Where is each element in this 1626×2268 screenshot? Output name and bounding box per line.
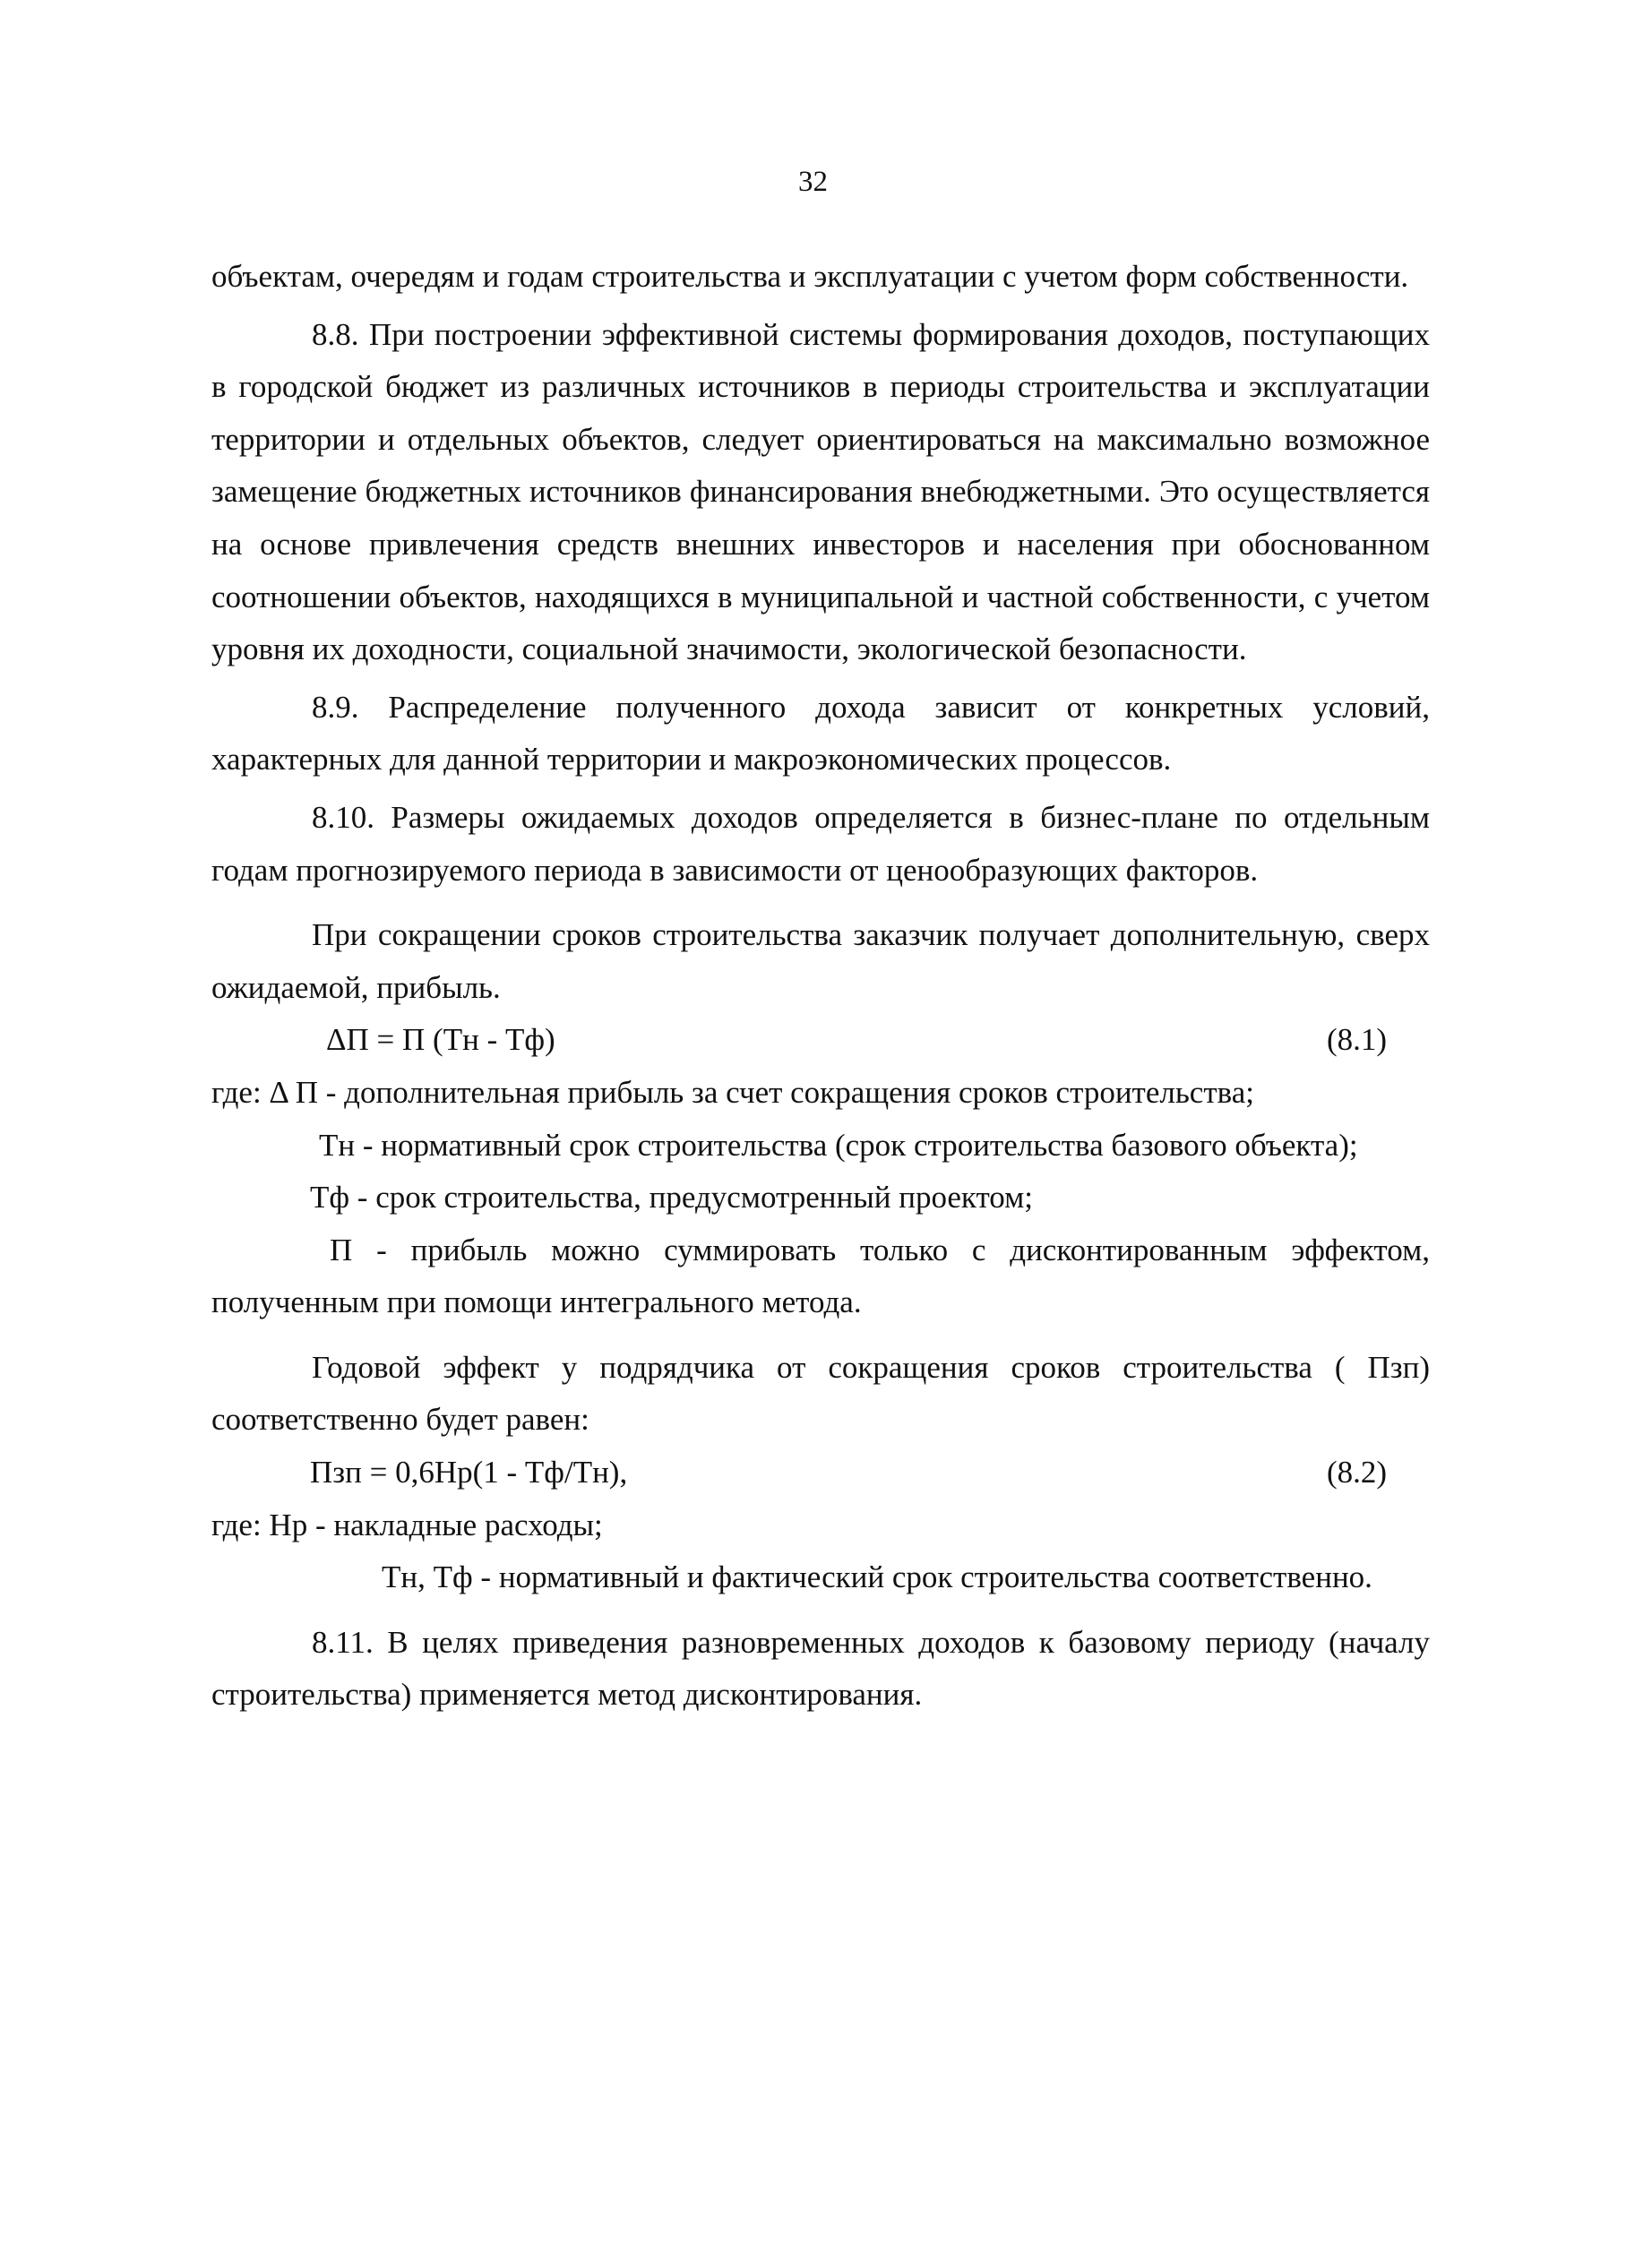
- formula-8-1-expression: ΔП = П (Тн - Тф): [326, 1022, 555, 1058]
- body-text: [211, 251, 1430, 1722]
- formula-8-2: [211, 1447, 1430, 1499]
- paragraph-annual-effect: Годовой эффект у подрядчика от сокращения сроков строительства ( Пзп) соответственно будет равен:: [211, 1349, 1430, 1438]
- formula-8-2-def-nr: где: Нр - накладные расходы;: [211, 1507, 603, 1542]
- formula-8-1-def-delta-p: где: Δ П - дополнительная прибыль за счет сокращения сроков строительства;: [211, 1074, 1254, 1110]
- formula-8-1-def-p: П - прибыль можно суммировать только с дисконтированным эффектом, полученным при помощи интегрального метода.: [211, 1232, 1430, 1320]
- formula-8-2-def-tn-tf: Тн, Тф - нормативный и фактический срок строительства соответственно.: [382, 1559, 1372, 1595]
- formula-8-1-def-tn: Тн - нормативный срок строительства (срок строительства базового объекта);: [319, 1127, 1358, 1163]
- formula-8-1-number: (8.1): [1326, 1022, 1387, 1058]
- formula-8-2-number: (8.2): [1326, 1455, 1387, 1491]
- formula-8-2-expression: Пзп = 0,6Нр(1 - Тф/Тн),: [310, 1455, 628, 1491]
- paragraph-8-11: 8.11. В целях приведения разновременных доходов к базовому периоду (началу строительства) применяется метод дисконтирования.: [211, 1624, 1430, 1713]
- paragraph-continuation: объектам, очередям и годам строительства и эксплуатации с учетом форм собственности.: [211, 259, 1409, 294]
- formula-8-1: [211, 1014, 1430, 1067]
- paragraph-8-9: 8.9. Распределение полученного дохода зависит от конкретных условий, характерных для данной территории и макроэкономических процессов.: [211, 689, 1430, 777]
- formula-8-1-def-tf: Тф - срок строительства, предусмотренный проектом;: [310, 1180, 1033, 1216]
- paragraph-reduction: При сокращении сроков строительства заказчик получает дополнительную, сверх ожидаемой, прибыль.: [211, 917, 1430, 1005]
- page-number: 32: [798, 166, 828, 198]
- paragraph-8-10: 8.10. Размеры ожидаемых доходов определяется в бизнес-плане по отдельным годам прогнозируемого периода в зависимости от ценообразующих факторов.: [211, 799, 1430, 888]
- paragraph-8-8: 8.8. При построении эффективной системы формирования доходов, поступающих в городской бюджет из различных источников в периоды строительства и эксплуатации территории и отдельных объектов, следует ориентироваться на максимально возможное замещение бюджетных источников финансирования внебюджетными. Это осуществляется на основе привлечения средств внешних инвесторов и населения при обоснованном соотношении объектов, находящихся в муниципальной и частной собственности, с учетом уровня их доходности, социальной значимости, экологической безопасности.: [211, 316, 1430, 667]
